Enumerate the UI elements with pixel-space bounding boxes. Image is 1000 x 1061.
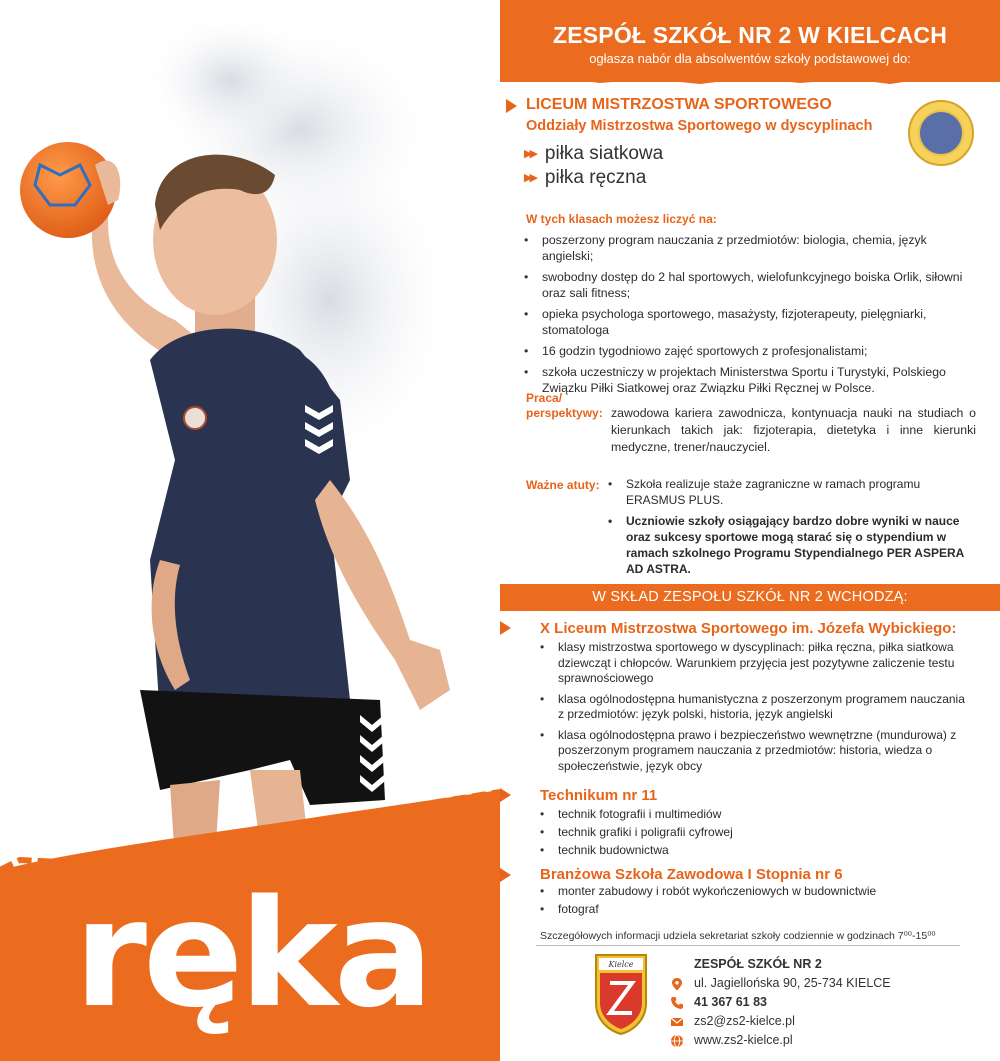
atuty-label: Ważne atuty: bbox=[526, 478, 600, 492]
list-item: • technik grafiki i poligrafii cyfrowej bbox=[540, 825, 970, 840]
info-text: Szczegółowych informacji udziela sekretariat szkoły codziennie w godzinach 7⁰⁰-15⁰⁰ bbox=[540, 930, 936, 942]
list-item: • swobodny dostęp do 2 hal sportowych, wielofunkcyjnego boiska Orlik, siłowni oraz sali fitness; bbox=[524, 269, 980, 301]
discipline-item: ▶▶ piłka ręczna bbox=[524, 167, 647, 188]
contact-block bbox=[670, 955, 891, 1050]
contact-web[interactable]: www.zs2-kielce.pl bbox=[670, 1031, 891, 1050]
list-item: • szkoła uczestniczy w projektach Ministerstwa Sportu i Turystyki, Polskiego Związku Piłki Siatkowej oraz Związku Piłki Ręcznej w Polsce. bbox=[524, 364, 980, 396]
benefits-heading: W tych klasach możesz liczyć na: bbox=[526, 212, 717, 226]
praca-label: Praca/ perspektywy: bbox=[526, 391, 603, 420]
contact-name: ZESPÓŁ SZKÓŁ NR 2 bbox=[694, 957, 822, 971]
location-pin-icon bbox=[670, 977, 684, 991]
contact-email[interactable]: zs2@zs2-kielce.pl bbox=[670, 1012, 891, 1031]
info-column bbox=[500, 0, 1000, 1061]
list-item: • Szkoła realizuje staże zagraniczne w ramach programu ERASMUS PLUS. bbox=[608, 476, 973, 508]
contact-address: ul. Jagiellońska 90, 25-734 KIELCE bbox=[670, 974, 891, 993]
list-item: • klasy mistrzostwa sportowego w dyscyplinach: piłka ręczna, piłka siatkowa dziewcząt i chłopców. Warunkiem przyjęcia jest pozytywne zaliczenie testu sprawnościowego bbox=[540, 640, 970, 687]
double-arrow-icon: ▶▶ bbox=[524, 148, 535, 160]
list-item: • 16 godzin tygodniowo zajęć sportowych z profesjonalistami; bbox=[524, 343, 980, 359]
branzowa-list bbox=[540, 884, 970, 920]
list-item: • Uczniowie szkoły osiągający bardzo dobre wyniki w nauce oraz sukcesy sportowe mogą starać się o stypendium w ramach szkolnego Programu Stypendialnego PER ASPERA AD ASTRA. bbox=[608, 513, 973, 577]
benefits-list bbox=[524, 232, 980, 401]
list-item: • technik budownictwa bbox=[540, 843, 970, 858]
triangle-icon bbox=[500, 788, 511, 802]
header-subtitle: ogłasza nabór dla absolwentów szkoły podstawowej do: bbox=[589, 51, 911, 66]
list-item: • fotograf bbox=[540, 902, 970, 917]
list-item: • klasa ogólnodostępna humanistyczna z poszerzonym programem nauczania z przedmiotów: język polski, historia, język angielski bbox=[540, 692, 970, 723]
technikum-title: Technikum nr 11 bbox=[540, 787, 658, 804]
technikum-list bbox=[540, 807, 970, 861]
liceum-list bbox=[540, 640, 970, 779]
list-item: • technik fotografii i multimediów bbox=[540, 807, 970, 822]
list-item: • monter zabudowy i robót wykończeniowych w budownictwie bbox=[540, 884, 970, 899]
header-title: ZESPÓŁ SZKÓŁ NR 2 W KIELCACH bbox=[552, 22, 948, 48]
list-item: • poszerzony program nauczania z przedmiotów: biologia, chemia, język angielski; bbox=[524, 232, 980, 264]
brush-edge bbox=[500, 70, 1000, 90]
liceum-title: X Liceum Mistrzostwa Sportowego im. Józefa Wybickiego: bbox=[540, 620, 957, 637]
praca-text: zawodowa kariera zawodnicza, kontynuacja nauki na studiach o kierunkach takich jak: fizjoterapia, dietetyka i inne kierunki medyczne, trener/nauczyciel. bbox=[611, 406, 976, 454]
list-item: • opieka psychologa sportowego, masażysty, fizjoterapeuty, pielęgniarki, stomatologa bbox=[524, 306, 980, 338]
header-banner bbox=[500, 0, 1000, 82]
email-icon bbox=[670, 1015, 684, 1029]
phone-icon bbox=[670, 996, 684, 1010]
divider bbox=[536, 945, 960, 946]
triangle-icon bbox=[500, 868, 511, 882]
double-arrow-icon: ▶▶ bbox=[524, 172, 535, 184]
globe-icon bbox=[670, 1034, 684, 1048]
poster-word: ręka bbox=[74, 868, 430, 1040]
ball-icon bbox=[20, 142, 116, 238]
school-crest-icon bbox=[594, 953, 648, 1035]
patron-seal bbox=[908, 100, 974, 166]
lms-subtitle: Oddziały Mistrzostwa Sportowego w dyscyplinach bbox=[526, 118, 873, 134]
list-item: • klasa ogólnodostępna prawo i bezpieczeństwo wewnętrzne (mundurowa) z poszerzonym programem nauczania z przedmiotów: historia, wiedza o społeczeństwie, język obcy bbox=[540, 728, 970, 775]
triangle-icon bbox=[500, 621, 511, 635]
contact-phone[interactable]: 41 367 61 83 bbox=[670, 993, 891, 1012]
lms-title: LICEUM MISTRZOSTWA SPORTOWEGO bbox=[526, 96, 832, 113]
triangle-icon bbox=[506, 99, 517, 113]
atuty-list bbox=[608, 476, 973, 582]
branzowa-title: Branżowa Szkoła Zawodowa I Stopnia nr 6 bbox=[540, 866, 843, 883]
discipline-item: ▶▶ piłka siatkowa bbox=[524, 143, 664, 164]
svg-text:Kielce: Kielce bbox=[608, 960, 634, 969]
composition-heading: W SKŁAD ZESPOŁU SZKÓŁ NR 2 WCHODZĄ: bbox=[500, 584, 1000, 611]
